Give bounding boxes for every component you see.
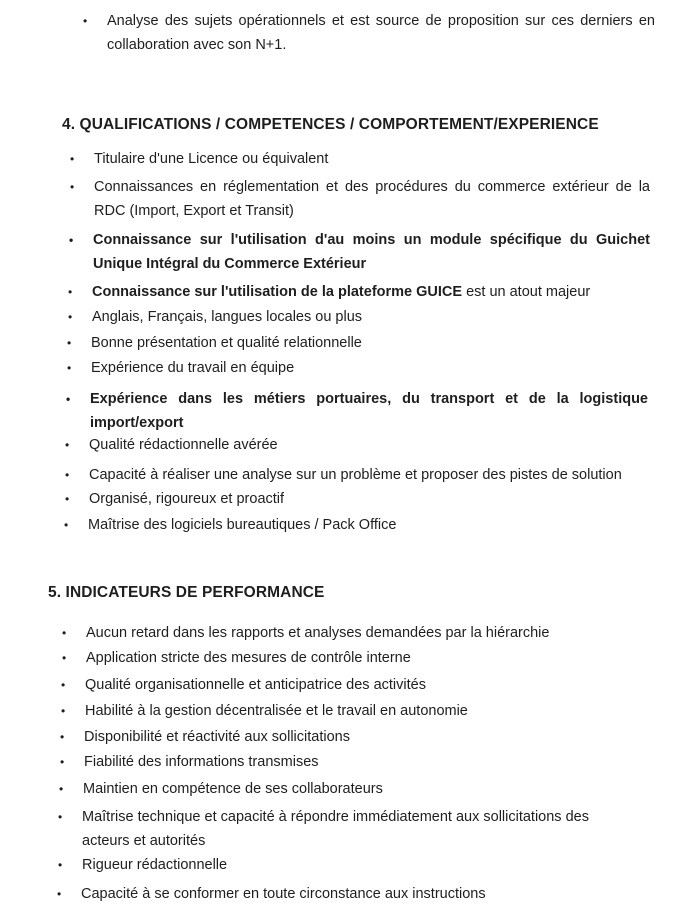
list-item-text: Disponibilité et réactivité aux sollicitations	[84, 729, 350, 745]
bullet-icon: •	[64, 518, 69, 532]
list-item-text: est un atout majeur	[462, 284, 591, 300]
list-item-text: Maîtrise technique et capacité à répondre immédiatement aux sollicitations des acteurs et autorités	[82, 809, 589, 849]
list-item-text: Expérience dans les métiers portuaires, du transport et de la logistique import/export	[90, 391, 648, 431]
bullet-icon: •	[61, 678, 66, 692]
list-item	[83, 9, 655, 57]
list-item-text: Bonne présentation et qualité relationnelle	[91, 335, 362, 351]
list-item	[69, 228, 650, 276]
list-item-text: Maintien en compétence de ses collaborateurs	[83, 781, 383, 797]
list-item	[67, 331, 650, 355]
bullet-icon: •	[62, 651, 67, 665]
bullet-icon: •	[70, 180, 75, 194]
list-item	[67, 356, 650, 380]
list-item	[61, 699, 645, 723]
list-item	[60, 725, 644, 749]
bullet-icon: •	[65, 468, 70, 482]
list-item-text: Capacité à réaliser une analyse sur un problème et proposer des pistes de solution	[89, 467, 622, 483]
bullet-icon: •	[57, 887, 62, 901]
list-item	[68, 280, 650, 304]
bullet-icon: •	[61, 704, 66, 718]
list-item	[57, 882, 641, 906]
list-item	[68, 305, 650, 329]
list-item	[70, 147, 650, 171]
bullet-icon: •	[69, 233, 74, 247]
bullet-icon: •	[65, 438, 70, 452]
section-heading-performance: 5. INDICATEURS DE PERFORMANCE	[48, 584, 325, 601]
list-item-text: Organisé, rigoureux et proactif	[89, 491, 285, 507]
bullet-icon: •	[60, 755, 65, 769]
list-item	[58, 853, 642, 877]
list-item-text: Rigueur rédactionnelle	[82, 857, 228, 873]
list-item	[60, 750, 644, 774]
list-item-text: Application stricte des mesures de contrôle interne	[86, 650, 411, 666]
bullet-icon: •	[65, 492, 70, 506]
list-item-text: Titulaire d'une Licence ou équivalent	[94, 151, 329, 167]
list-item	[62, 646, 646, 670]
list-item	[59, 777, 643, 801]
bullet-icon: •	[62, 626, 67, 640]
list-item-text: Aucun retard dans les rapports et analyses demandées par la hiérarchie	[86, 625, 550, 641]
list-item-text: Maîtrise des logiciels bureautiques / Pack Office	[88, 517, 397, 533]
list-item	[65, 433, 648, 457]
bullet-icon: •	[60, 730, 65, 744]
list-item-text: Analyse des sujets opérationnels et est source de proposition sur ces derniers en collaboration avec son N+1.	[107, 13, 655, 53]
bullet-icon: •	[83, 14, 88, 28]
list-item-text: Habilité à la gestion décentralisée et le travail en autonomie	[85, 703, 468, 719]
list-item-text: Capacité à se conformer en toute circonstance aux instructions	[81, 886, 486, 902]
list-item-text-bold: Connaissance sur l'utilisation de la plateforme GUICE	[92, 284, 463, 300]
list-item	[62, 621, 646, 645]
list-item-text: Connaissance sur l'utilisation d'au moins un module spécifique du Guichet Unique Intégral du Commerce Extérieur	[93, 232, 650, 272]
list-item	[65, 463, 648, 487]
list-item-text: Qualité organisationnelle et anticipatrice des activités	[85, 677, 426, 693]
list-item-text: Anglais, Français, langues locales ou plus	[92, 309, 363, 325]
list-item	[58, 805, 602, 853]
list-item	[66, 387, 648, 435]
bullet-icon: •	[68, 310, 73, 324]
bullet-icon: •	[59, 782, 64, 796]
list-item-text: Connaissances en réglementation et des procédures du commerce extérieur de la RDC (Import, Export et Transit)	[94, 179, 650, 219]
list-item-text: Fiabilité des informations transmises	[84, 754, 319, 770]
section-heading-qualifications: 4. QUALIFICATIONS / COMPETENCES / COMPORTEMENT/EXPERIENCE	[62, 116, 599, 133]
list-item	[65, 487, 648, 511]
list-item-text: Expérience du travail en équipe	[91, 360, 295, 376]
bullet-icon: •	[68, 285, 73, 299]
bullet-icon: •	[67, 336, 72, 350]
bullet-icon: •	[67, 361, 72, 375]
list-item-text: Qualité rédactionnelle avérée	[89, 437, 278, 453]
bullet-icon: •	[70, 152, 75, 166]
list-item	[70, 175, 650, 223]
bullet-icon: •	[58, 858, 63, 872]
bullet-icon: •	[66, 392, 71, 406]
list-item	[61, 673, 645, 697]
bullet-icon: •	[58, 810, 63, 824]
list-item	[64, 513, 648, 537]
